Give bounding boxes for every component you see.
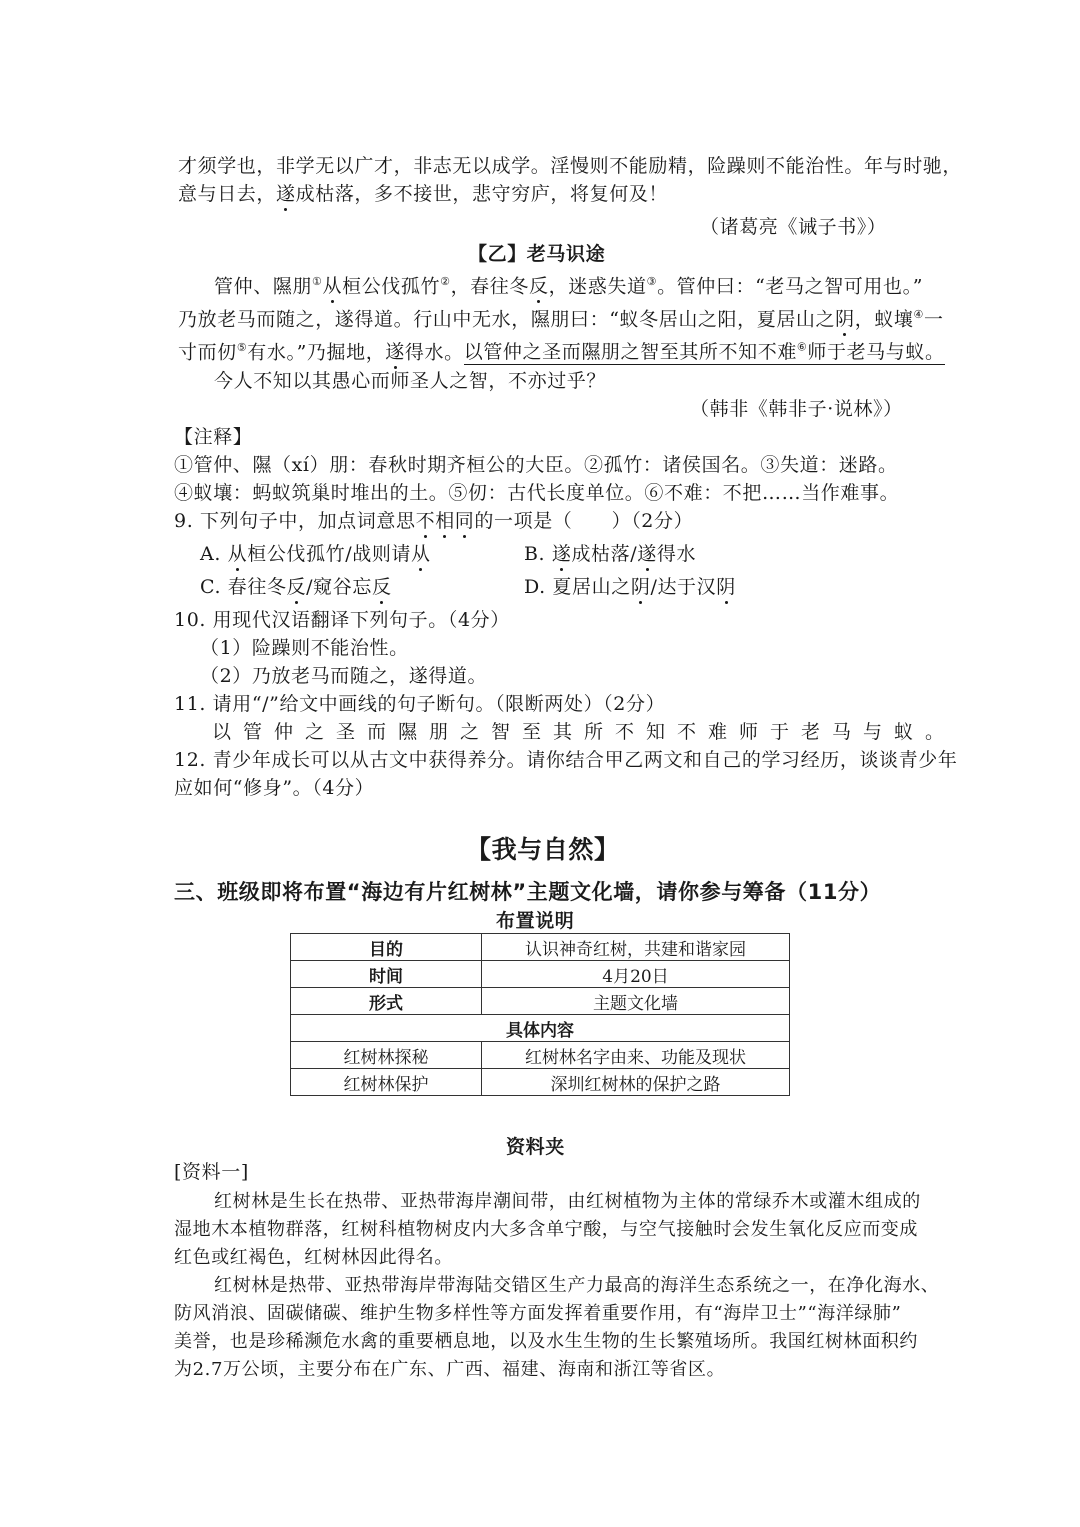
table-row: 形式 主题文化墙 [291, 988, 790, 1015]
notes-line-1: ①管仲、隰（xí）朋：春秋时期齐桓公的大臣。②孤竹：诸侯国名。③失道：迷路。 [174, 454, 898, 476]
passage-b-source: （韩非《韩非子·说林》） [690, 398, 903, 420]
table-subheader: 具体内容 [291, 1015, 790, 1042]
q10-sentence-2: （2）乃放老马而随之，遂得道。 [200, 665, 488, 687]
q11-sentence: 以管仲之圣而隰朋之智至其所不知不难师于老马与蚁。 [212, 721, 957, 743]
materials-title: 资料夹 [506, 1136, 565, 1158]
material-p2-line-1: 红树林是热带、亚热带海岸带海陆交错区生产力最高的海洋生态系统之一，在净化海水、 [214, 1275, 940, 1296]
notes-heading: 【注释】 [174, 426, 253, 448]
passage-b-line-3: 寸而仞⑤有水。”乃掘地，遂得水。以管仲之圣而隰朋之智至其所不知不难⑥师于老马与蚁。 [178, 334, 945, 366]
material-p2-line-3: 美誉，也是珍稀濒危水禽的重要栖息地，以及水生生物的生长繁殖场所。我国红树林面积约 [174, 1331, 918, 1352]
material-p2-line-2: 防风消浪、固碳储碳、维护生物多样性等方面发挥着重要作用，有“海岸卫士”“海洋绿肺” [174, 1303, 902, 1324]
plan-table [290, 933, 790, 1096]
table-row [291, 1015, 790, 1042]
passage-b-line-1: 管仲、隰朋①从桓公伐孤竹②，春往冬反，迷惑失道③。管仲曰：“老马之智可用也。” [214, 268, 923, 300]
material-p1-line-3: 红色或红褐色，红树林因此得名。 [174, 1247, 453, 1268]
q12-line-2: 应如何“修身”。（4分） [174, 777, 375, 799]
table-row: 时间 4月20日 [291, 961, 790, 988]
passage-a-line-2: 意与日去，遂成枯落，多不接世，悲守穷庐，将复何及！ [178, 180, 668, 208]
underlined-sentence: 以管仲之圣而隰朋之智至其所不知不难⑥师于老马与蚁。 [463, 341, 945, 364]
section-heading: 三、班级即将布置“海边有片红树林”主题文化墙，请你参与筹备（11分） [174, 880, 882, 904]
emphasis-dot-char: 遂 [276, 180, 296, 208]
q9-option-b: B. 遂成枯落/遂得水 [524, 540, 696, 568]
q9-option-d: D. 夏居山之阴/达于汉阴 [524, 573, 736, 601]
table-row: 红树林探秘 红树林名字由来、功能及现状 [291, 1042, 790, 1069]
passage-b-p2: 今人不知以其愚心而师圣人之智，不亦过乎？ [214, 370, 607, 392]
material-p1-line-2: 湿地木本植物群落，红树科植物树皮内大多含单宁酸，与空气接触时会发生氧化反应而变成 [174, 1219, 918, 1240]
notes-line-2: ④蚁壤：蚂蚁筑巢时堆出的土。⑤仞：古代长度单位。⑥不难：不把……当作难事。 [174, 482, 900, 504]
q10-stem: 10. 用现代汉语翻译下列句子。（4分） [174, 609, 510, 631]
table-caption: 布置说明 [496, 910, 575, 932]
q11-stem: 11. 请用“/”给文中画线的句子断句。（限断两处）（2分） [174, 693, 666, 715]
q9-option-c: C. 春往冬反/窥谷忘反 [200, 573, 392, 601]
q10-sentence-1: （1）险躁则不能治性。 [200, 637, 409, 659]
passage-b-title: 【乙】老马识途 [468, 243, 606, 265]
material-p1-line-1: 红树林是生长在热带、亚热带海岸潮间带，由红树植物为主体的常绿乔木或灌木组成的 [214, 1191, 921, 1212]
q12-line-1: 12. 青少年成长可以从古文中获得养分。请你结合甲乙两文和自己的学习经历，谈谈青少年 [174, 749, 958, 771]
passage-a-source: （诸葛亮《诫子书》） [700, 216, 887, 238]
material-p2-line-4: 为2.7万公顷，主要分布在广东、广西、福建、海南和浙江等省区。 [174, 1359, 726, 1380]
section-title: 【我与自然】 [466, 835, 620, 864]
table-row: 目的 认识神奇红树，共建和谐家园 [291, 934, 790, 961]
q9-option-a: A. 从桓公伐孤竹/战则请从 [200, 540, 431, 568]
passage-a-line-1: 才须学也，非学无以广才，非志无以成学。淫慢则不能励精，险躁则不能治性。年与时驰， [178, 155, 963, 177]
passage-b-line-2: 乃放老马而随之，遂得道。行山中无水，隰朋曰：“蚁冬居山之阳，夏居山之阴，蚁壤④一 [178, 301, 944, 333]
material-one-label: [资料一] [174, 1161, 249, 1183]
table-row: 红树林保护 深圳红树林的保护之路 [291, 1069, 790, 1096]
q9-stem: 9. 下列句子中，加点词意思不相同的一项是（ ）（2分） [174, 507, 693, 535]
